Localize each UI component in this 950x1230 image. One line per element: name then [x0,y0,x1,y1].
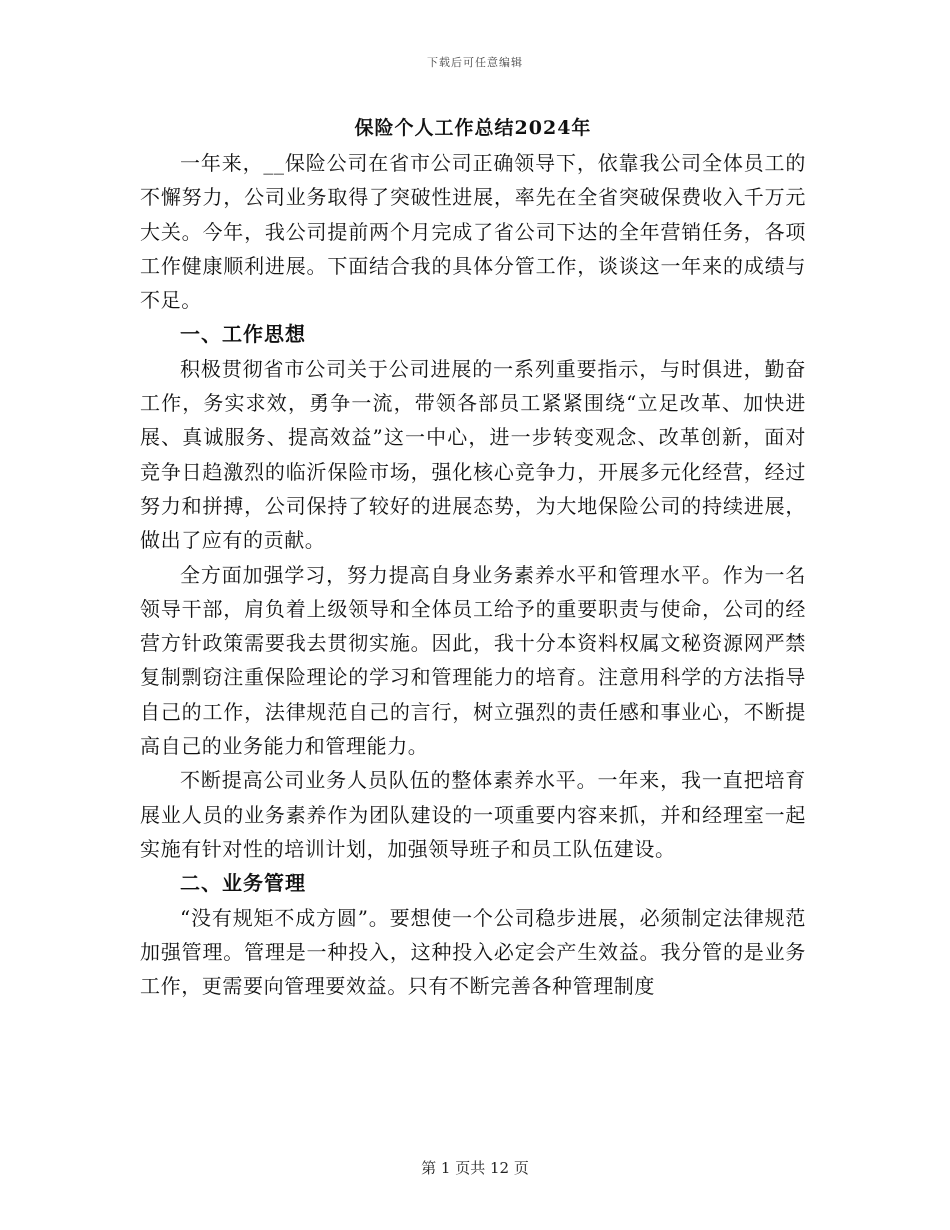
intro-paragraph: 一年来，__保险公司在省市公司正确领导下，依靠我公司全体员工的不懈努力，公司业务取得了突破性进展，率先在全省突破保费收入千万元大关。今年，我公司提前两个月完成了省公司下达的全年营销任务，各项工作健康顺利进展。下面结合我的具体分管工作，谈谈这一年来的成绩与不足。 [140,151,806,313]
document-title: 保险个人工作总结2024年 [354,117,592,139]
section1-paragraph: 全方面加强学习，努力提高自身业务素养水平和管理水平。作为一名领导干部，肩负着上级领导和全体员工给予的重要职责与使命，公司的经营方针政策需要我去贯彻实施。因此，我十分本资料权属文秘资源网严禁复制剽窃注重保险理论的学习和管理能力的培育。注意用科学的方法指导自己的工作，法律规范自己的言行，树立强烈的责任感和事业心，不断提高自己的业务能力和管理能力。 [140,562,806,759]
section1-paragraph: 积极贯彻省市公司关于公司进展的一系列重要指示，与时俱进，勤奋工作，务实求效，勇争一流，带领各部员工紧紧围绕“立足改革、加快进展、真诚服务、提高效益”这一中心，进一步转变观念、改革创新，面对竞争日趋激烈的临沂保险市场，强化核心竞争力，开展多元化经营，经过努力和拼搏，公司保持了较好的进展态势，为大地保险公司的持续进展，做出了应有的贡献。 [140,356,806,553]
page-header: 下载后可任意编辑 [427,56,523,69]
page-footer: 第 1 页共 12 页 [421,1159,529,1177]
section1-paragraph: 不断提高公司业务人员队伍的整体素养水平。一年来，我一直把培育展业人员的业务素养作为团队建设的一项重要内容来抓，并和经理室一起实施有针对性的培训计划，加强领导班子和员工队伍建设。 [140,768,806,861]
document-body [140,110,806,1003]
section-heading-business-management: 二、业务管理 [180,871,306,896]
section-heading-work-thinking: 一、工作思想 [180,322,306,347]
section2-paragraph: “没有规矩不成方圆”。要想使一个公司稳步进展，必须制定法律规范加强管理。管理是一种投入，这种投入必定会产生效益。我分管的是业务工作，更需要向管理要效益。只有不断完善各种管理制度 [140,905,806,999]
